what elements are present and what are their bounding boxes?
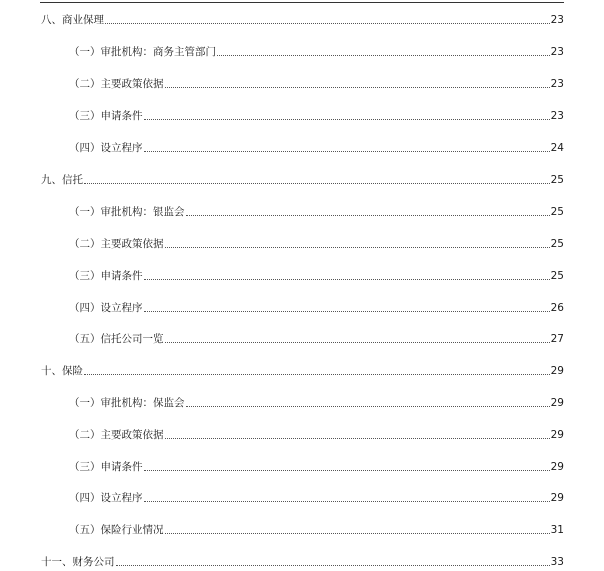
toc-entry-title: （三）申请条件 <box>69 110 143 122</box>
toc-entry-title: 十、保险 <box>41 365 83 377</box>
toc-dot-leader <box>165 342 550 343</box>
toc-entry-title: （四）设立程序 <box>69 302 143 314</box>
toc-entry[interactable] <box>69 204 564 218</box>
toc-dot-leader <box>105 23 550 24</box>
toc-entry-page: 29 <box>550 429 564 441</box>
toc-entry-page: 24 <box>550 142 564 154</box>
toc-dot-leader <box>84 374 550 375</box>
toc-dot-leader <box>144 119 550 120</box>
toc-entry-page: 29 <box>550 397 564 409</box>
toc-entry-title: 十一、财务公司 <box>41 556 115 568</box>
toc-entry-title: （一）审批机构：商务主管部门 <box>69 46 216 58</box>
toc-entry[interactable] <box>69 395 564 409</box>
toc-entry-title: 九、信托 <box>41 174 83 186</box>
toc-entry[interactable] <box>69 140 564 154</box>
toc-dot-leader <box>116 565 550 566</box>
toc-dot-leader <box>144 279 550 280</box>
toc-entry-title: （五）信托公司一览 <box>69 333 164 345</box>
toc-entry-title: （二）主要政策依据 <box>69 238 164 250</box>
toc-entry-page: 25 <box>550 174 564 186</box>
toc-entry-title: （一）审批机构：保监会 <box>69 397 185 409</box>
toc-entry[interactable] <box>41 363 564 377</box>
toc-entry-title: （三）申请条件 <box>69 270 143 282</box>
toc-entry-page: 33 <box>550 556 564 568</box>
toc-entry[interactable] <box>69 236 564 250</box>
toc-entry-title: 八、商业保理 <box>41 14 104 26</box>
toc-entry-page: 29 <box>550 365 564 377</box>
toc-entry[interactable] <box>41 554 564 568</box>
toc-entry-page: 27 <box>550 333 564 345</box>
toc-entry[interactable] <box>69 108 564 122</box>
toc-entry[interactable] <box>69 427 564 441</box>
toc-entry-title: （二）主要政策依据 <box>69 78 164 90</box>
toc-entry-title: （四）设立程序 <box>69 142 143 154</box>
toc-entry[interactable] <box>69 522 564 536</box>
toc-entry[interactable] <box>69 331 564 345</box>
toc-dot-leader <box>144 501 550 502</box>
toc-entry-page: 23 <box>550 110 564 122</box>
toc-entry[interactable] <box>69 76 564 90</box>
toc-entry[interactable] <box>69 268 564 282</box>
toc-dot-leader <box>186 406 550 407</box>
toc-dot-leader <box>144 311 550 312</box>
toc-entry-page: 31 <box>550 524 564 536</box>
toc-entry-page: 23 <box>550 14 564 26</box>
toc-entry-page: 29 <box>550 492 564 504</box>
toc-entry-page: 26 <box>550 302 564 314</box>
toc-entry-page: 25 <box>550 270 564 282</box>
toc-entry-title: （四）设立程序 <box>69 492 143 504</box>
toc-entry[interactable] <box>69 459 564 473</box>
toc-entry[interactable] <box>41 12 564 26</box>
toc-dot-leader <box>186 215 550 216</box>
toc-entry-page: 23 <box>550 46 564 58</box>
toc-dot-leader <box>165 247 550 248</box>
toc-entry-page: 25 <box>550 238 564 250</box>
toc-entry-title: （五）保险行业情况 <box>69 524 164 536</box>
toc-entry-title: （一）审批机构：银监会 <box>69 206 185 218</box>
toc-entry-title: （三）申请条件 <box>69 461 143 473</box>
toc-dot-leader <box>217 55 550 56</box>
toc-entry-title: （二）主要政策依据 <box>69 429 164 441</box>
toc-entry[interactable] <box>69 490 564 504</box>
toc-dot-leader <box>84 183 550 184</box>
page-top-rule <box>40 2 564 3</box>
toc-dot-leader <box>165 533 550 534</box>
toc-entry[interactable] <box>41 172 564 186</box>
toc-entry[interactable] <box>69 44 564 58</box>
toc-dot-leader <box>144 470 550 471</box>
toc-dot-leader <box>144 151 550 152</box>
toc-entry-page: 29 <box>550 461 564 473</box>
toc-entry-page: 23 <box>550 78 564 90</box>
toc-entry-page: 25 <box>550 206 564 218</box>
toc-dot-leader <box>165 87 550 88</box>
toc-entry[interactable] <box>69 300 564 314</box>
toc-dot-leader <box>165 438 550 439</box>
